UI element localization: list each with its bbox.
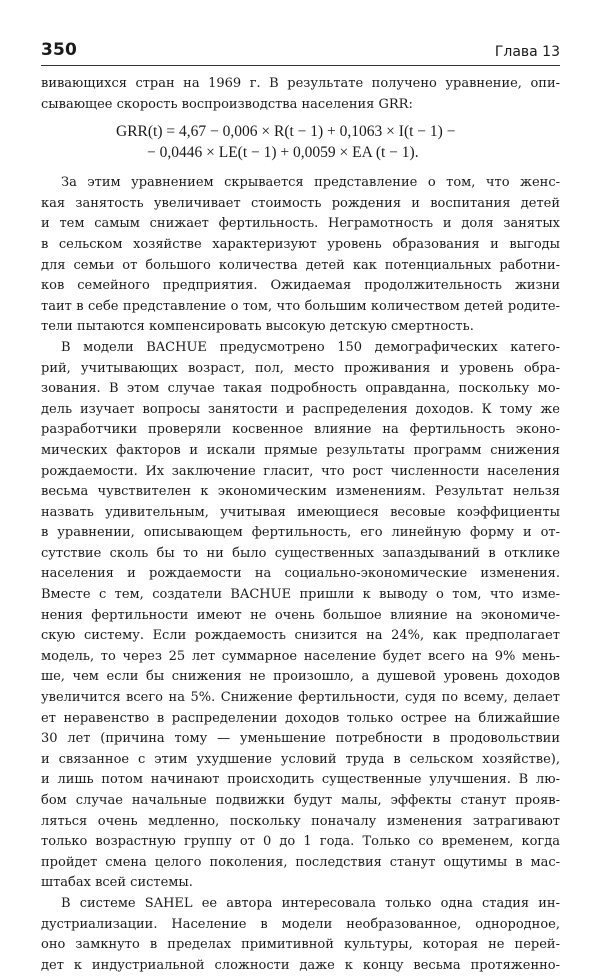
text-line: кая занятость увеличивает стоимость рождения и воспитания детей [41,195,560,211]
text-line: ков семейного предприятия. Ожидаемая продолжительность жизни [41,278,560,294]
text-line: сутствие сколь бы то ни было существенных запаздываний в отклике [41,545,560,561]
text-line: скую систему. Если рождаемость снизится на 24%, как предполагает [41,628,560,644]
text-line: В модели BACHUE предусмотрено 150 демографических катего- [61,339,560,355]
paragraph-1 [41,173,560,338]
text-line: назвать удивительным, учитывая имеющиеся весовые коэффициенты [41,504,560,520]
text-line: пройдет смена целого поколения, последствия станут ощутимы в мас- [41,854,560,870]
text-line: модель, то через 25 лет суммарное население будет всего на 9% мень- [41,648,560,664]
grr-formula [41,121,560,163]
text-line: ше, чем если бы снижения не произошло, а душевой уровень доходов [41,669,560,685]
text-line: Вместе с тем, создатели BACHUE пришли к выводу о том, что изме- [41,587,560,603]
text-line: рождаемости. Их заключение гласит, что рост численности населения [41,463,560,479]
text-line: весьма чувствителен к экономическим изменениям. Результат нельзя [41,484,560,500]
page-header [41,40,560,66]
text-line: и тем самым снижает фертильность. Неграмотность и доля занятых [41,216,560,232]
text-line: в сельском хозяйстве характеризуют уровень образования и выгоды [41,236,560,252]
text-line: населения и рождаемости на социально-экономические изменения. [41,566,560,582]
text-line: бом случае начальные подвижки будут малы, эффекты станут прояв- [41,793,560,808]
text-line: вивающихся стран на 1969 г. В результате получено уравнение, опи- [41,76,560,91]
text-line: ляться очень медленно, поскольку поначалу изменения затрагивают [41,813,560,829]
paragraph-2 [41,338,560,894]
body-text [41,74,560,976]
paragraph-3 [41,894,560,976]
text-line: оно замкнуто в пределах примитивной культуры, которая не перей- [41,937,560,953]
text-line: в уравнении, описывающем фертильность, его линейную форму и от- [41,525,560,541]
text-line: увеличится всего на 5%. Снижение фертильности, судя по всему, делает [41,690,560,706]
text-line: только возрастную группу от 0 до 1 года. Только со временем, когда [41,834,560,850]
text-line: сывающее скорость воспроизводства населения GRR: [41,96,413,112]
text-line: рий, учитывающих возраст, пол, место проживания и уровень обра- [41,360,560,376]
formula-line-2: − 0,0446 × LE(t − 1) + 0,0059 × EA (t − 1). [147,144,419,162]
text-line: и лишь потом начинают происходить существенные улучшения. В лю- [41,772,560,788]
page-number: 350 [41,40,78,60]
text-line: В системе SAHEL ее автора интересовала только одна стадия ин- [61,895,560,911]
text-line: нения фертильности имеют не очень большое влияние на экономиче- [41,607,560,623]
text-line: таит в себе представление о том, что большим количеством детей родите- [41,298,560,314]
text-line: для семьи от большого количества детей как потенциальных работни- [41,257,560,273]
text-line: мических факторов и искали прямые результаты программ снижения [41,442,560,458]
intro-block [41,74,560,115]
chapter-title: Глава 13 [494,44,560,60]
text-line: дет к индустриальной сложности даже к концу весьма протяженно- [41,957,560,973]
text-line: ет неравенство в распределении доходов только острее на ближайшие [41,710,560,726]
text-line: дустриализации. Население в модели необразованное, однородное, [41,916,560,932]
text-line: штабах всей системы. [41,875,193,891]
formula-line-1: GRR(t) = 4,67 − 0,006 × R(t − 1) + 0,1063 × I(t − 1) − [116,123,456,141]
text-line: 30 лет (причина тому — уменьшение потребности в продовольствии [41,731,560,747]
text-line: тели пытаются компенсировать высокую детскую смертность. [41,319,474,335]
text-line: зования. В этом случае такая подробность оправданна, поскольку мо- [41,381,560,397]
text-line: За этим уравнением скрывается представление о том, что женс- [61,175,560,191]
text-line: дель изучает вопросы занятости и распределения доходов. К тому же [41,401,560,417]
text-line: и связанное с этим ухудшение условий труда в сельском хозяйстве), [41,751,560,767]
text-line: разработчики проверяли косвенное влияние на фертильность эконо- [41,422,560,438]
